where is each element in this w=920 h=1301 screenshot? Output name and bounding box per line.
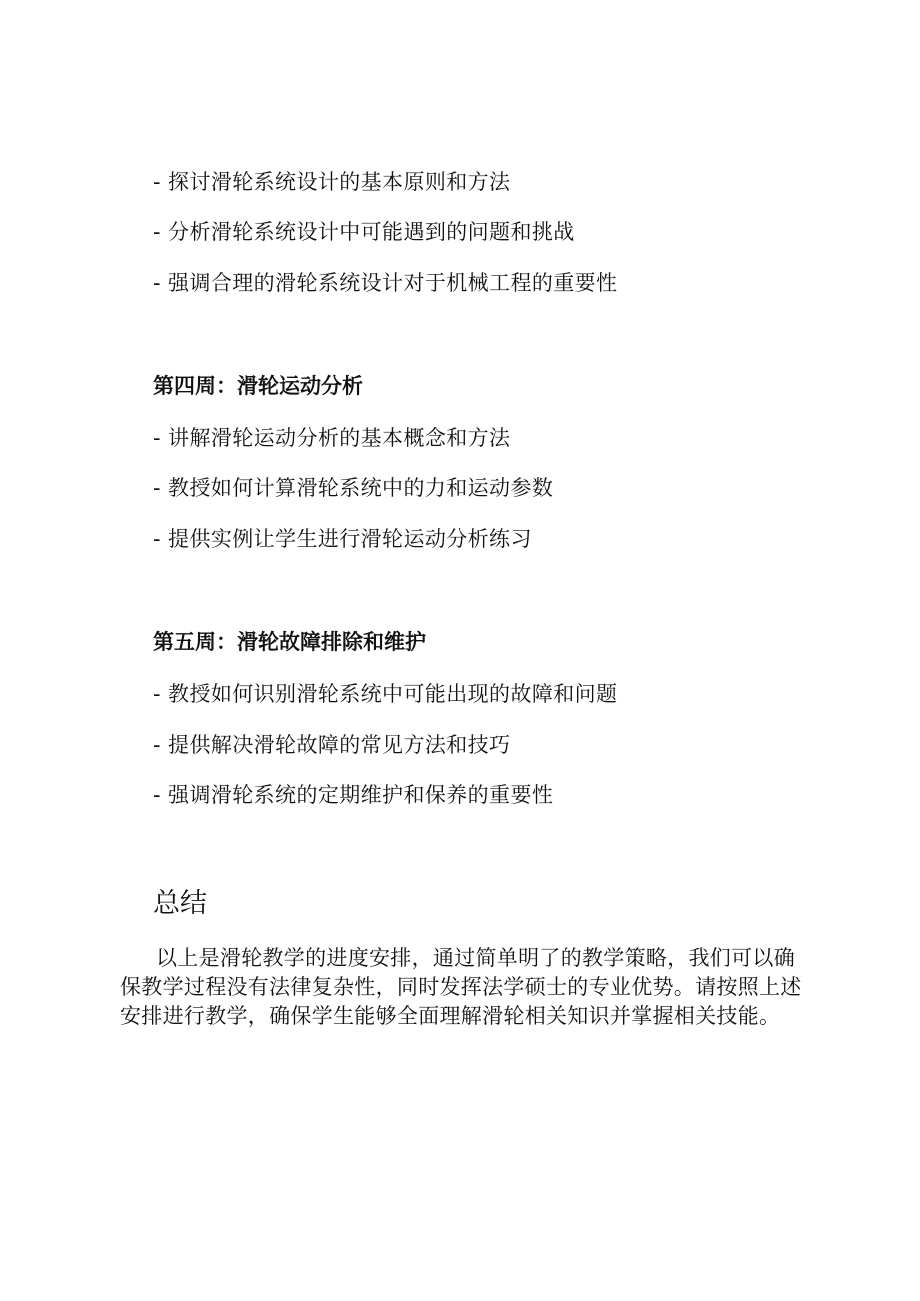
summary-title: 总结: [153, 888, 207, 919]
week4-bullet-3: - 提供实例让学生进行滑轮运动分析练习: [153, 527, 532, 551]
week5-heading: 第五周：滑轮故障排除和维护: [153, 630, 426, 654]
week5-bullet-2: - 提供解决滑轮故障的常见方法和技巧: [153, 733, 511, 757]
week5-bullet-3: - 强调滑轮系统的定期维护和保养的重要性: [153, 783, 554, 807]
week4-heading: 第四周：滑轮运动分析: [153, 374, 363, 398]
intro-bullet-1: - 探讨滑轮系统设计的基本原则和方法: [153, 170, 511, 194]
intro-bullet-2: - 分析滑轮系统设计中可能遇到的问题和挑战: [153, 220, 575, 244]
intro-bullet-3: - 强调合理的滑轮系统设计对于机械工程的重要性: [153, 271, 618, 295]
week4-bullet-2: - 教授如何计算滑轮系统中的力和运动参数: [153, 476, 554, 500]
week5-bullet-1: - 教授如何识别滑轮系统中可能出现的故障和问题: [153, 682, 618, 706]
week4-bullet-1: - 讲解滑轮运动分析的基本概念和方法: [153, 426, 511, 450]
summary-paragraph: 以上是滑轮教学的进度安排，通过简单明了的教学策略，我们可以确保教学过程没有法律复杂性，同时发挥法学硕士的专业优势。请按照上述安排进行教学，确保学生能够全面理解滑轮相关知识并掌握相关技能。: [120, 946, 802, 1028]
